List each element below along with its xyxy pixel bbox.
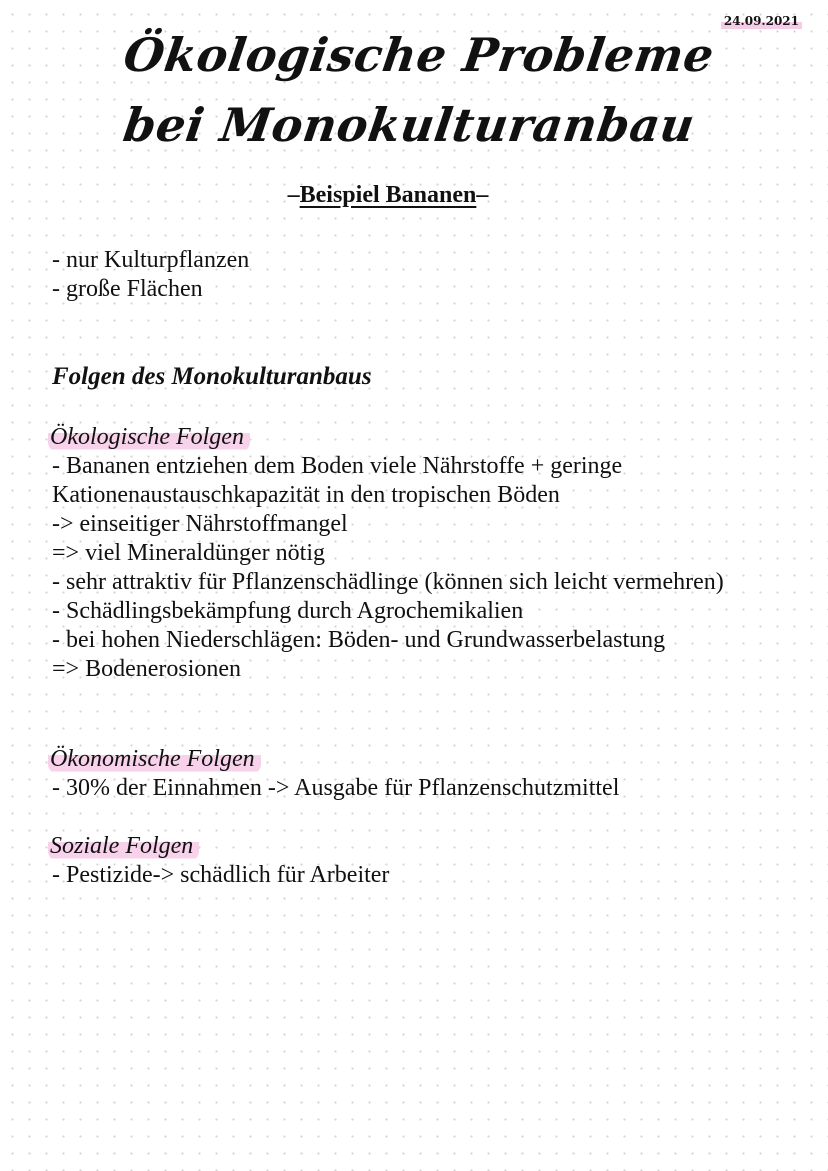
- section-line: - sehr attraktiv für Pflanzenschädlinge (können sich leicht vermehren): [52, 569, 724, 595]
- highlighted-heading: Soziale Folgen: [48, 832, 199, 861]
- section-line: - bei hohen Niederschlägen: Böden- und Grundwasserbelastung: [52, 627, 666, 653]
- section-economic: [52, 745, 808, 803]
- highlighted-heading: Ökologische Folgen: [48, 423, 250, 452]
- main-heading: Folgen des Monokulturanbaus: [52, 363, 372, 390]
- section-line: -> einseitiger Nährstoffmangel: [52, 511, 348, 537]
- section-ecological: [52, 423, 808, 684]
- section-line: - 30% der Einnahmen -> Ausgabe für Pflanzenschutzmittel: [52, 775, 620, 801]
- subtitle: [0, 182, 776, 209]
- date-label: 24.09.2021: [721, 13, 802, 29]
- subtitle-prefix: –: [287, 182, 300, 208]
- section-social: [52, 832, 808, 890]
- subtitle-text: Beispiel Bananen: [299, 182, 477, 208]
- title-line-1: Ökologische Probleme: [120, 28, 718, 82]
- highlighted-heading: Ökonomische Folgen: [48, 745, 261, 774]
- section-line: - Pestizide-> schädlich für Arbeiter: [52, 862, 390, 888]
- intro-item: - große Flächen: [52, 276, 203, 302]
- section-heading: [52, 423, 808, 452]
- section-line: - Bananen entziehen dem Boden viele Nährstoffe + geringe: [52, 453, 623, 479]
- section-line: => Bodenerosionen: [52, 656, 242, 682]
- section-heading: [52, 832, 808, 861]
- section-line: - Schädlingsbekämpfung durch Agrochemikalien: [52, 598, 524, 624]
- title-line-2: bei Monokulturanbau: [120, 98, 699, 152]
- intro-item: - nur Kulturpflanzen: [52, 247, 250, 273]
- subtitle-suffix: –: [476, 182, 489, 208]
- intro-list: [52, 246, 808, 304]
- page-title: [0, 20, 828, 160]
- section-line: Kationenaustauschkapazität in den tropischen Böden: [52, 482, 560, 508]
- section-heading: [52, 745, 808, 774]
- section-line: => viel Mineraldünger nötig: [52, 540, 326, 566]
